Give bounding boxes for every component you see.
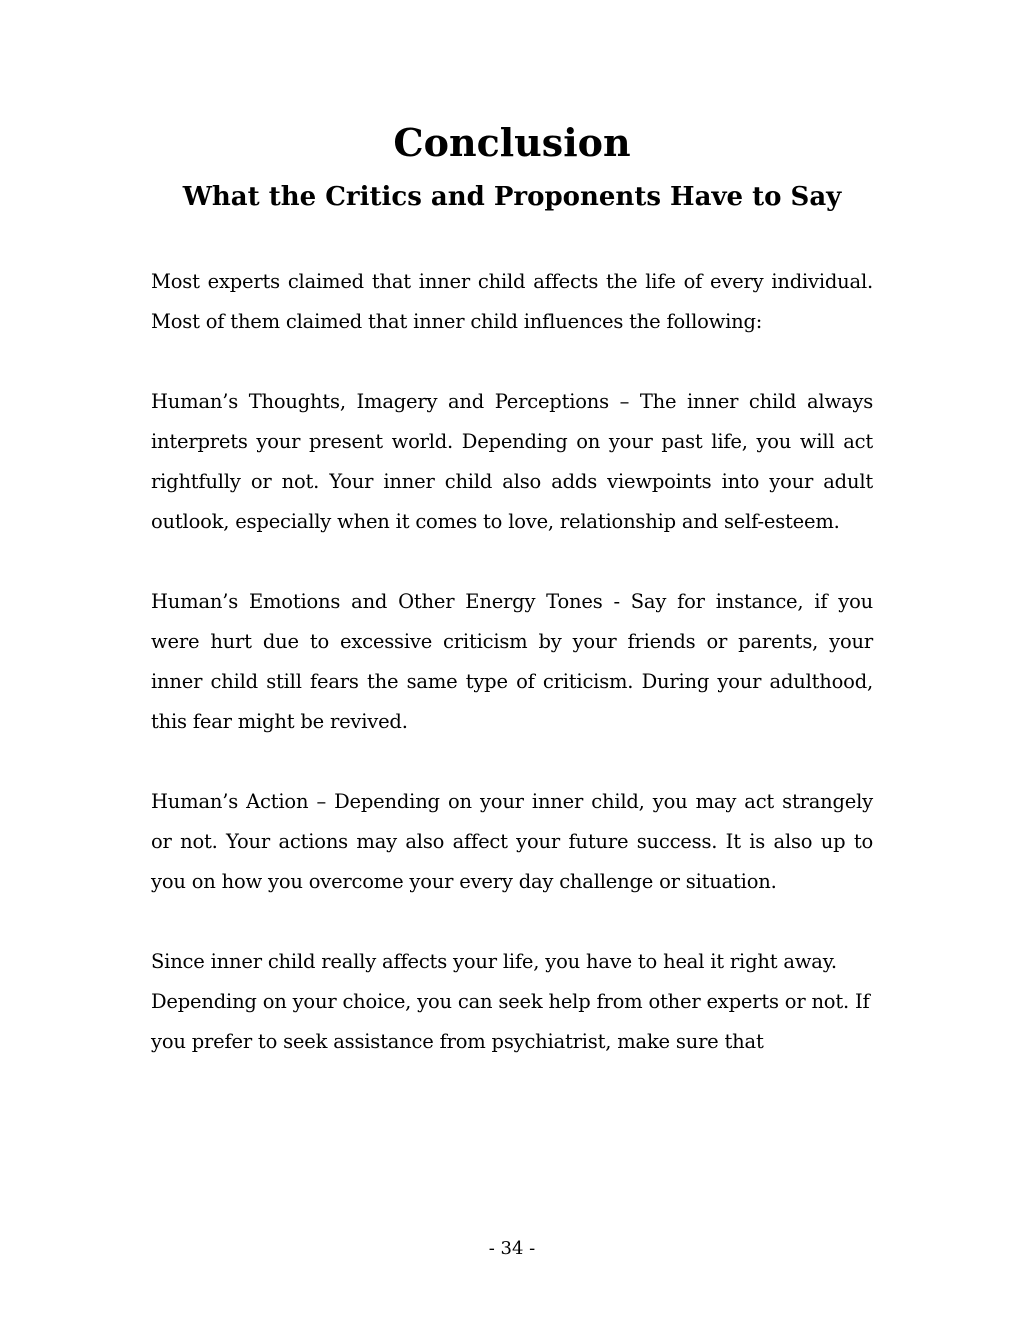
page-subtitle: What the Critics and Proponents Have to Say bbox=[182, 182, 842, 212]
paragraph-healing: Since inner child really affects your life, you have to heal it right away. Depending on your choice, you can seek help from other experts or not. If you prefer to seek assistance from psychiatrist, make sure that bbox=[151, 950, 870, 1053]
paragraph-thoughts: Human’s Thoughts, Imagery and Perceptions – The inner child always interprets your present world. Depending on your past life, you will act rightfully or not. Your inner child also adds viewpoints into your adult outlook, especially when it comes to love, relationship and self-esteem. bbox=[151, 390, 873, 533]
page-number: - 34 - bbox=[488, 1238, 536, 1259]
page-title: Conclusion bbox=[393, 120, 631, 165]
paragraph-intro: Most experts claimed that inner child affects the life of every individual. Most of them claimed that inner child influences the following: bbox=[151, 270, 873, 333]
paragraph-emotions: Human’s Emotions and Other Energy Tones - Say for instance, if you were hurt due to excessive criticism by your friends or parents, your inner child still fears the same type of criticism. During your adulthood, this fear might be revived. bbox=[151, 590, 873, 733]
paragraph-action: Human’s Action – Depending on your inner child, you may act strangely or not. Your actions may also affect your future success. It is also up to you on how you overcome your every day challenge or situation. bbox=[151, 790, 873, 893]
body-text bbox=[151, 262, 873, 1062]
